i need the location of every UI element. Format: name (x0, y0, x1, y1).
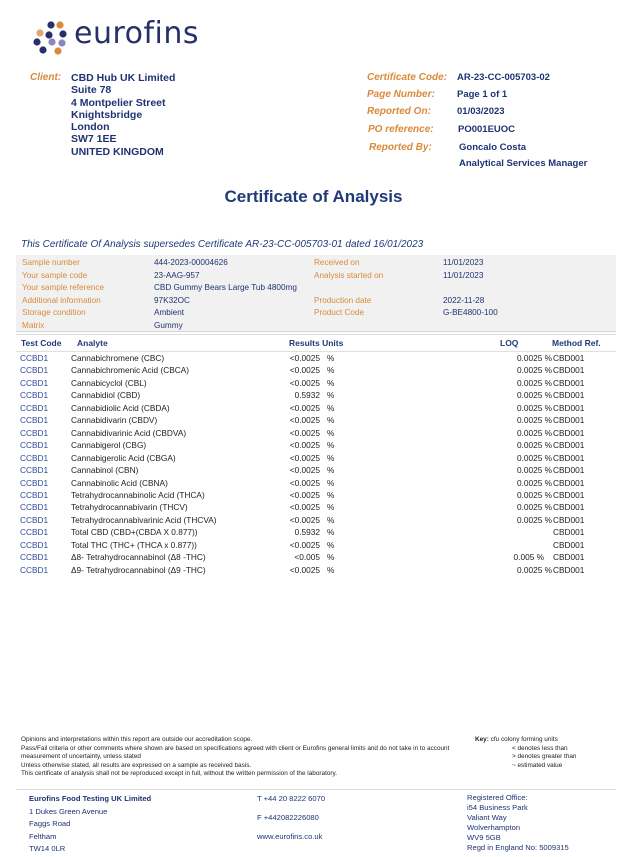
test-code-cell: CCBD1 (20, 552, 49, 563)
table-row (16, 552, 616, 565)
page-title: Certificate of Analysis (224, 187, 403, 206)
table-row (16, 453, 616, 466)
sample-info-label: Received on (314, 258, 360, 267)
unit-cell: % (327, 502, 335, 513)
test-code-cell: CCBD1 (20, 564, 49, 575)
client-country: UNITED KINGDOM (71, 145, 164, 158)
method-cell: CBD001 (553, 402, 585, 413)
analyte-cell: Cannabidivarin (CBDV) (71, 415, 158, 426)
table-row (16, 440, 616, 453)
test-code-cell: CCBD1 (20, 353, 49, 363)
result-cell: <0.0025 (289, 452, 320, 463)
test-code-cell: CCBD1 (20, 440, 49, 451)
client-postcode: SW7 1EE (71, 133, 117, 146)
unit-cell: % (327, 353, 335, 363)
analyte-cell: Cannabidivarinic Acid (CBDVA) (71, 427, 187, 438)
unit-cell: % (327, 564, 335, 575)
footer-registered-line: Regd in England No: 5009315 (467, 843, 569, 852)
eurofins-logo-icon (32, 20, 72, 56)
supersedes-notice: This Certificate Of Analysis supersedes Certificate AR-23-CC-005703-01 dated 16/01/2023 (21, 239, 424, 250)
key-item: cfu colony forming units (490, 736, 558, 743)
loq-cell: 0.0025 % (516, 465, 552, 476)
sample-info-value: 2022-11-28 (443, 295, 485, 305)
unit-cell: % (327, 539, 335, 550)
method-cell: CBD001 (553, 440, 585, 451)
table-row (16, 390, 616, 403)
sample-info-value: 444-2023-00004626 (154, 258, 228, 267)
test-code-cell: CCBD1 (20, 502, 49, 513)
table-row (16, 478, 616, 491)
footer-registered-line: Wolverhampton (467, 823, 521, 832)
footer-address-line: TW14 0LR (29, 844, 66, 854)
footer-website-link[interactable]: www.eurofins.co.uk (257, 832, 323, 841)
result-cell: <0.0025 (289, 402, 320, 413)
loq-cell: 0.0025 % (516, 477, 552, 488)
method-cell: CBD001 (553, 377, 585, 388)
analyte-cell: Cannabicyclol (CBL) (71, 377, 147, 388)
analyte-cell: Tetrahydrocannabivarin (THCV) (71, 502, 188, 513)
brand-name: eurofins (74, 16, 200, 51)
sample-info-label: Analysis started on (314, 270, 384, 280)
test-code-cell: CCBD1 (20, 365, 49, 376)
test-code-cell: CCBD1 (20, 514, 49, 525)
method-cell: CBD001 (553, 552, 585, 563)
table-row (16, 565, 616, 578)
eurofins-logo (32, 16, 212, 56)
unit-cell: % (327, 365, 335, 376)
result-cell: <0.0025 (289, 502, 320, 513)
table-row (16, 403, 616, 416)
result-cell: <0.0025 (289, 564, 320, 575)
analyte-cell: Cannabigerolic Acid (CBGA) (71, 452, 176, 463)
analyte-cell: Cannabidiol (CBD) (71, 390, 141, 401)
table-row (16, 428, 616, 441)
method-cell: CBD001 (553, 427, 585, 438)
table-row (16, 365, 616, 378)
loq-cell: 0.0025 % (516, 402, 552, 413)
key-item: ~ estimated value (512, 761, 563, 769)
unit-cell: % (327, 527, 335, 538)
test-code-cell: CCBD1 (20, 477, 49, 488)
column-header-loq: LOQ (500, 338, 519, 348)
test-code-cell: CCBD1 (20, 377, 49, 388)
analyte-cell: Total THC (THC+ (THCA x 0.877)) (71, 539, 197, 550)
sample-info-value: 11/01/2023 (443, 258, 484, 267)
result-cell: <0.0025 (289, 465, 320, 476)
table-row (16, 502, 616, 515)
test-code-cell: CCBD1 (20, 539, 49, 550)
result-cell: <0.0025 (289, 477, 320, 488)
sample-info-value: 23-AAG-957 (154, 270, 200, 280)
result-cell: <0.0025 (289, 415, 320, 426)
column-header-analyte: Analyte (77, 338, 108, 348)
method-cell: CBD001 (553, 365, 585, 376)
unit-cell: % (327, 390, 335, 401)
table-row (16, 353, 616, 366)
sample-info-value: Ambient (154, 308, 185, 317)
client-label: Client: (30, 72, 62, 83)
sample-info-value: CBD Gummy Bears Large Tub 4800mg (154, 283, 297, 292)
sample-info-value: 97K32OC (154, 295, 190, 305)
method-cell: CBD001 (553, 514, 585, 525)
method-cell: CBD001 (553, 564, 585, 575)
unit-cell: % (327, 465, 335, 476)
footer-phone: T +44 20 8222 6070 (257, 794, 326, 803)
method-cell: CBD001 (553, 452, 585, 463)
footer-divider (16, 789, 616, 790)
analyte-cell: Cannabinolic Acid (CBNA) (71, 477, 168, 488)
table-row (16, 378, 616, 391)
analyte-cell: Total CBD (CBD+(CBDA X 0.877)) (71, 527, 198, 538)
unit-cell: % (327, 440, 335, 451)
analyte-cell: Δ9- Tetrahydrocannabinol (Δ9 -THC) (71, 564, 206, 575)
method-cell: CBD001 (553, 390, 585, 401)
loq-cell: 0.005 % (513, 552, 544, 563)
footer-address-line: Faggs Road (29, 819, 71, 829)
loq-cell: 0.0025 % (516, 390, 552, 401)
key-label: Key: (475, 736, 489, 743)
table-row (16, 490, 616, 503)
result-cell: <0.0025 (289, 427, 320, 438)
note: Pass/Fail criteria or other comments where shown are based on specifications agreed with client or Eurofins general limits and do not take in to account measurement of uncertainty, unless stated (21, 744, 450, 761)
footer-registered-line: i54 Business Park (467, 803, 528, 812)
client-address-line: London (71, 121, 110, 134)
result-cell: <0.005 (294, 552, 320, 563)
method-cell: CBD001 (553, 502, 585, 513)
result-cell: <0.0025 (289, 353, 320, 363)
test-code-cell: CCBD1 (20, 427, 49, 438)
sample-info-label: Storage condition (22, 308, 86, 317)
report-notes (21, 736, 461, 779)
unit-cell: % (327, 514, 335, 525)
analyte-cell: Cannabinol (CBN) (71, 465, 139, 476)
footer-fax: F +442082226080 (257, 813, 319, 822)
footer-registered-line: Registered Office: (467, 793, 528, 802)
unit-cell: % (327, 477, 335, 488)
sample-info-label: Product Code (314, 308, 365, 317)
unit-cell: % (327, 402, 335, 413)
results-table-header (16, 334, 616, 352)
column-header-results-units: Results Units (289, 338, 344, 348)
unit-cell: % (327, 489, 335, 500)
result-cell: <0.0025 (289, 489, 320, 500)
unit-cell: % (327, 377, 335, 388)
footer-lab-address (29, 793, 151, 856)
note: Opinions and interpretations within this report are outside our accreditation scope. (21, 736, 253, 743)
test-code-cell: CCBD1 (20, 527, 49, 538)
key-legend (475, 736, 577, 770)
loq-cell: 0.0025 % (516, 353, 552, 363)
column-header-test-code: Test Code (21, 338, 62, 348)
test-code-cell: CCBD1 (20, 465, 49, 476)
unit-cell: % (327, 415, 335, 426)
method-cell: CBD001 (553, 353, 585, 363)
result-cell: 0.5932 (294, 390, 320, 401)
result-cell: <0.0025 (289, 365, 320, 376)
test-code-cell: CCBD1 (20, 415, 49, 426)
reporter-title: Analytical Services Manager (459, 158, 588, 169)
footer-company: Eurofins Food Testing UK Limited (29, 794, 152, 803)
footer-registered-line: WV9 5GB (467, 833, 501, 842)
table-row (16, 415, 616, 428)
analyte-cell: Cannabidiolic Acid (CBDA) (71, 402, 170, 413)
sample-info-label: Matrix (22, 320, 45, 330)
method-cell: CBD001 (553, 539, 585, 550)
method-cell: CBD001 (553, 465, 585, 476)
loq-cell: 0.0025 % (516, 427, 552, 438)
sample-info-panel (16, 255, 616, 332)
key-item: < denotes less than (512, 744, 568, 752)
client-address (71, 72, 175, 158)
table-row (16, 515, 616, 528)
unit-cell: % (327, 452, 335, 463)
table-row (16, 540, 616, 553)
footer-address-line: Feltham (29, 831, 57, 841)
loq-cell: 0.0025 % (516, 502, 552, 513)
column-header-method-ref: Method Ref. (552, 338, 601, 348)
result-cell: <0.0025 (289, 539, 320, 550)
test-code-cell: CCBD1 (20, 390, 49, 401)
test-code-cell: CCBD1 (20, 489, 49, 500)
analyte-cell: Tetrahydrocannabivarinic Acid (THCVA) (71, 514, 217, 525)
sample-info-value: G-BE4800-100 (443, 308, 498, 317)
loq-cell: 0.0025 % (516, 564, 552, 575)
sample-info-label: Your sample code (22, 270, 88, 280)
test-code-cell: CCBD1 (20, 452, 49, 463)
loq-cell: 0.0025 % (516, 415, 552, 426)
method-cell: CBD001 (553, 489, 585, 500)
sample-info-value: 11/01/2023 (443, 270, 484, 280)
method-cell: CBD001 (553, 477, 585, 488)
table-row (16, 527, 616, 540)
loq-cell: 0.0025 % (516, 514, 552, 525)
sample-info-label: Your sample reference (22, 283, 105, 292)
footer-registered-office (467, 793, 569, 853)
analyte-cell: Tetrahydrocannabinolic Acid (THCA) (71, 489, 205, 500)
unit-cell: % (327, 427, 335, 438)
analyte-cell: Cannabichromenic Acid (CBCA) (71, 365, 190, 376)
loq-cell: 0.0025 % (516, 377, 552, 388)
client-address-line: 4 Montpelier Street (71, 96, 166, 109)
loq-cell: 0.0025 % (516, 452, 552, 463)
analyte-cell: Δ8- Tetrahydrocannabinol (Δ8 -THC) (71, 552, 206, 563)
sample-info-label: Additional information (22, 295, 101, 305)
footer-registered-line: Valiant Way (467, 813, 507, 822)
sample-info-label: Production date (314, 295, 372, 305)
loq-cell: 0.0025 % (516, 365, 552, 376)
test-code-cell: CCBD1 (20, 402, 49, 413)
footer-address-line: 1 Dukes Green Avenue (29, 806, 108, 816)
method-cell: CBD001 (553, 415, 585, 426)
client-name: CBD Hub UK Limited (71, 72, 176, 84)
note: Unless otherwise stated, all results are expressed on a sample as received basis. (21, 761, 252, 769)
client-address-line: Knightsbridge (71, 108, 143, 121)
analyte-cell: Cannabigerol (CBG) (71, 440, 147, 451)
result-cell: <0.0025 (289, 440, 320, 451)
key-item: > denotes greater than (512, 753, 577, 761)
footer-contact (257, 793, 325, 850)
method-cell: CBD001 (553, 527, 585, 538)
result-cell: <0.0025 (289, 377, 320, 388)
sample-info-label: Sample number (22, 258, 80, 267)
client-address-line: Suite 78 (71, 84, 112, 97)
result-cell: <0.0025 (289, 514, 320, 525)
note: This certificate of analysis shall not be reproduced except in full, without the written permission of the laboratory. (21, 770, 338, 778)
table-row (16, 465, 616, 478)
sample-info-value: Gummy (154, 320, 183, 330)
result-cell: 0.5932 (294, 527, 320, 538)
loq-cell: 0.0025 % (516, 489, 552, 500)
unit-cell: % (327, 552, 335, 563)
analyte-cell: Cannabichromene (CBC) (71, 353, 165, 363)
loq-cell: 0.0025 % (516, 440, 552, 451)
